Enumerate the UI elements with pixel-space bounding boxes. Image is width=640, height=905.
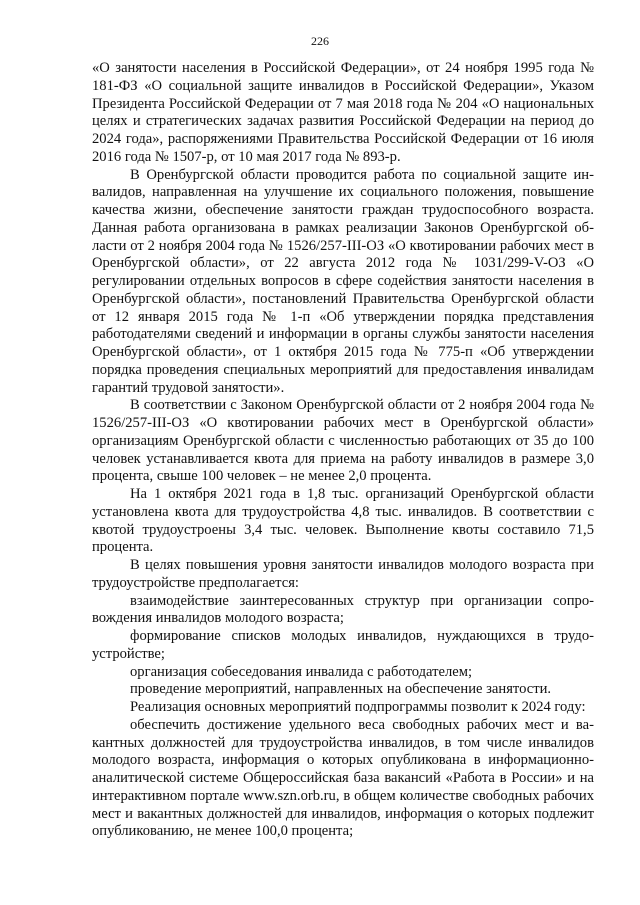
paragraph: «О занятости населения в Российской Федерации», от 24 ноября 1995 года № 181-ФЗ «О социальной защите инвалидов в Российской Федерации», Указом Президента Российской Федерации от 7 мая 2018 года № 204 «О национальных целях и стратегических задачах развития Российской Федерации на период до 2024 года», распоряжениями Правительства Российской Федерации от 16 июля 2016 года № 1507-р, от 10 мая 2017 года № 893-р. bbox=[92, 60, 594, 165]
paragraph: В соответствии с Законом Оренбургской области от 2 ноября 2004 года № 1526/257-III-ОЗ «О квотировании рабочих мест в Оренбургской области» организациям Оренбургской области с численностью работающих от 35 до 100 человек устанавливается квота для приема на работу инвалидов в размере 3,0 процента, свыше 100 человек – не менее 2,0 процента. bbox=[92, 397, 594, 485]
list-item: обеспечить достижение удельного веса свободных рабочих мест и вакантных должностей для трудоустройства инвалидов, в том числе инвалидов молодого возраста, информация о которых опубликована в информационно-аналитической системе Общероссийская база вакансий «Работа в России» и на интерактивном портале www.szn.orb.ru, в общем количестве свободных рабочих мест и вакантных должностей для инвалидов, информация о которых подлежит опубликованию, не менее 100,0 процента; bbox=[92, 716, 594, 840]
paragraph: На 1 октября 2021 года в 1,8 тыс. организаций Оренбургской области установлена квота для трудоустройства 4,8 тыс. инвалидов. В соответствии с квотой трудоустроены 3,4 тыс. человек. Выполнение квоты составило 71,5 процента. bbox=[92, 486, 594, 556]
paragraph: В Оренбургской области проводится работа по социальной защите инвалидов, направленная на улучшение их социального положения, повышение качества жизни, обеспечение занятости граждан трудоспособного возраста. Данная работа организована в рамках реализации Законов Оренбургской области от 2 ноября 2004 года № 1526/257-III-ОЗ «О квотировании рабочих мест в Оренбургской области», от 22 августа 2012 года № 1031/299-V-ОЗ «О регулировании отдельных вопросов в сфере содействия занятости населения в Оренбургской области», постановлений Правительства Оренбургской области от 12 января 2015 года № 1-п «Об утверждении порядка представления работодателями сведений и информации в органы службы занятости населения Оренбургской области», от 1 октября 2015 года № 775-п «Об утверждении порядка проведения специальных мероприятий для предоставления инвалидам гарантий трудовой занятости». bbox=[92, 166, 594, 396]
list-item: взаимодействие заинтересованных структур при организации сопровождения инвалидов молодого возраста; bbox=[92, 592, 594, 627]
list-item: проведение мероприятий, направленных на обеспечение занятости. bbox=[130, 681, 552, 698]
paragraph: Реализация основных мероприятий подпрограммы позволит к 2024 году: bbox=[130, 699, 586, 715]
document-body bbox=[92, 60, 594, 841]
list-item: организация собеседования инвалида с работодателем; bbox=[130, 663, 473, 680]
list-item: формирование списков молодых инвалидов, нуждающихся в трудоустройстве; bbox=[92, 628, 594, 662]
paragraph: В целях повышения уровня занятости инвалидов молодого возраста при трудоустройстве предполагается: bbox=[92, 557, 594, 591]
page-number: 226 bbox=[311, 34, 329, 48]
